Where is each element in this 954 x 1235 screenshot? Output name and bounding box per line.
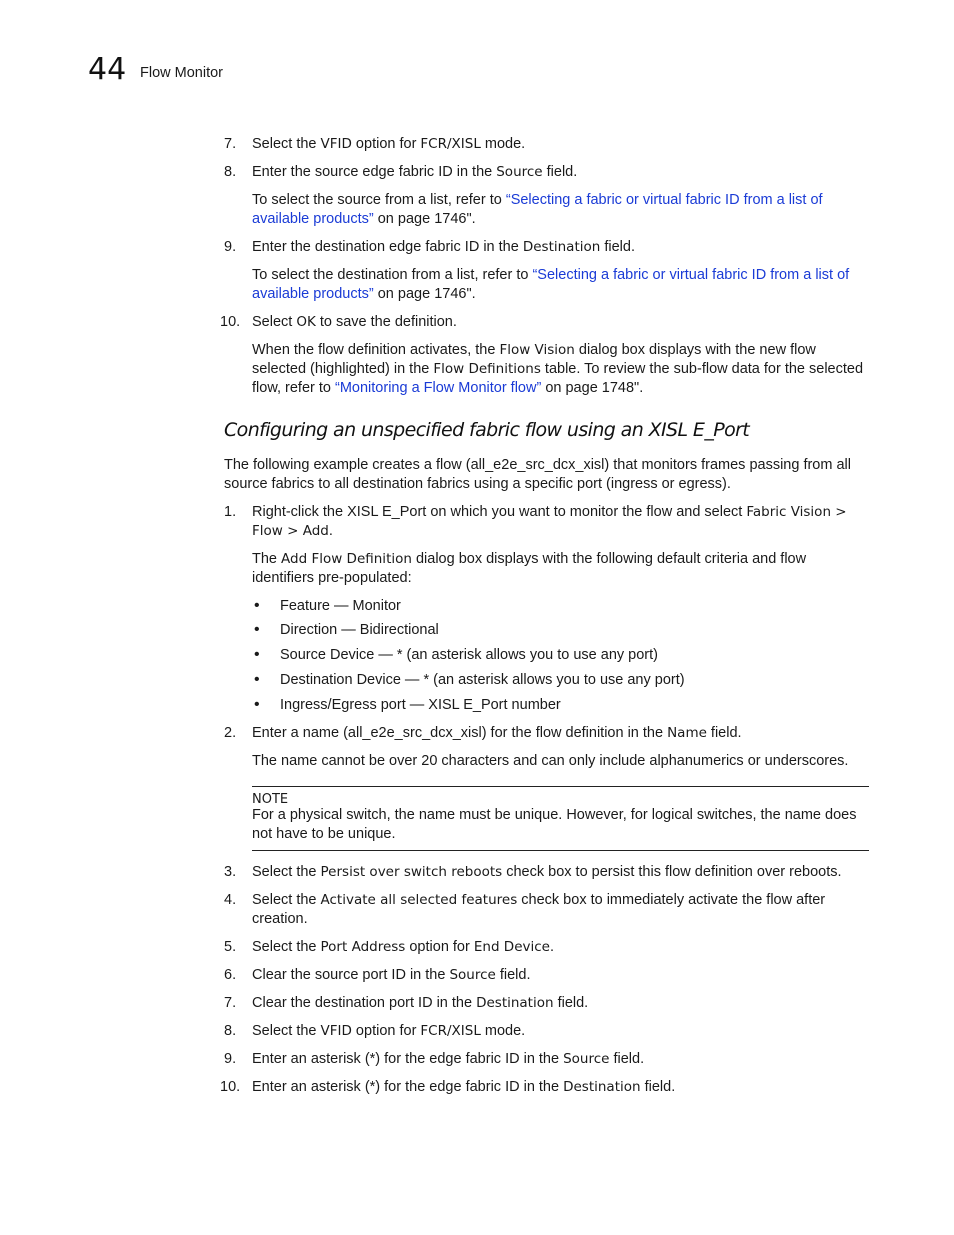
step-number: 5.	[224, 939, 237, 955]
text: Enter the destination edge fabric ID in the	[252, 239, 523, 255]
ui-term: VFID	[320, 136, 352, 152]
text: To select the source from a list, refer to	[252, 192, 506, 208]
step-number: 8.	[224, 1023, 237, 1039]
text: check box to persist this flow definition over reboots.	[502, 864, 842, 880]
text: mode.	[480, 136, 526, 152]
note-top-rule	[252, 786, 869, 787]
step-9-detail	[252, 266, 872, 304]
step-text	[252, 1078, 872, 1097]
text: Clear the destination port ID in the	[252, 995, 477, 1011]
step-number: 1.	[224, 504, 237, 520]
cross-reference-link[interactable]: “Monitoring a Flow Monitor flow”	[335, 380, 542, 396]
ui-term: Port Address	[320, 939, 406, 955]
step-number: 7.	[224, 136, 237, 152]
bullet-icon: •	[254, 671, 260, 688]
text: field.	[640, 1079, 676, 1095]
text: Enter the source edge fabric ID in the	[252, 164, 497, 180]
text: Select the	[252, 136, 321, 152]
text: Select	[252, 314, 297, 330]
bullet-text: Ingress/Egress port — XISL E_Port number	[280, 697, 561, 713]
text: The	[252, 551, 282, 567]
step-10-detail	[252, 341, 872, 398]
cross-reference-link[interactable]: “Selecting a fabric or virtual fabric ID from a list of available products”	[252, 192, 823, 227]
ui-term: Flow Vision	[499, 342, 575, 358]
text: check box to immediately activate the flow after creation.	[252, 892, 826, 927]
chapter-title: Flow Monitor	[140, 65, 223, 81]
section-heading: Configuring an unspecified fabric flow using an XISL E_Port	[224, 419, 750, 441]
text: Select the	[252, 864, 321, 880]
step-text	[252, 863, 872, 882]
text: mode.	[480, 1023, 526, 1039]
step-text	[252, 994, 872, 1013]
bullet-text: Direction — Bidirectional	[280, 622, 439, 638]
text: option for	[351, 136, 421, 152]
text: .	[328, 523, 333, 539]
text: field.	[609, 1051, 645, 1067]
text: .	[549, 939, 555, 955]
bullet-text: Feature — Monitor	[280, 598, 401, 614]
step-number: 9.	[224, 1051, 237, 1067]
ui-term: Activate all selected features	[320, 892, 518, 908]
step-number: 4.	[224, 892, 237, 908]
step-text	[252, 891, 872, 929]
ui-term: Flow Definitions	[433, 361, 541, 377]
bullet-text: Source Device — * (an asterisk allows you to use any port)	[280, 647, 658, 663]
text: on page 1746".	[373, 286, 476, 302]
text: To select the destination from a list, refer to	[252, 267, 533, 283]
text: Right-click the XISL E_Port on which you want to monitor the flow and select	[252, 504, 747, 520]
step-text	[252, 1050, 872, 1069]
text: option for	[405, 939, 474, 955]
text: Select the	[252, 892, 321, 908]
step-number: 7.	[224, 995, 237, 1011]
text: to save the definition.	[315, 314, 457, 330]
bullet-icon: •	[254, 621, 260, 638]
step-number: 9.	[224, 239, 237, 255]
ui-term: OK	[296, 314, 316, 330]
text: on page 1746".	[373, 211, 476, 227]
text: field.	[706, 725, 742, 741]
step-text	[252, 163, 872, 182]
ui-term: Add Flow Definition	[281, 551, 412, 567]
note-label: NOTE	[252, 792, 289, 807]
text: dialog box displays with the following default criteria and flow identifiers pre-populated:	[252, 551, 807, 586]
bullet-text: Destination Device — * (an asterisk allows you to use any port)	[280, 672, 685, 688]
ui-term: Destination	[563, 1079, 641, 1095]
ui-term: End Device	[473, 939, 550, 955]
step-number: 3.	[224, 864, 237, 880]
text: dialog box displays with the new flow selected (highlighted) in the	[252, 342, 816, 377]
step-text	[252, 503, 872, 541]
note-text: For a physical switch, the name must be unique. However, for logical switches, the name does not have to be unique.	[252, 807, 857, 842]
note-bottom-rule	[252, 850, 869, 851]
step-text	[252, 1022, 872, 1041]
text: option for	[351, 1023, 421, 1039]
ui-term: Destination	[476, 995, 554, 1011]
ui-term: Name	[667, 725, 707, 741]
text: When the flow definition activates, the	[252, 342, 500, 358]
step-number: 10.	[220, 314, 241, 330]
ui-term: Source	[449, 967, 496, 983]
text: field.	[600, 239, 635, 255]
bullet-icon: •	[254, 696, 260, 713]
ui-term: FCR/XISL	[420, 1023, 481, 1039]
chapter-number: 44	[88, 52, 127, 87]
bullet-icon: •	[254, 597, 260, 614]
text: Select the	[252, 939, 321, 955]
ui-term: Persist over switch reboots	[320, 864, 503, 880]
text: field.	[553, 995, 589, 1011]
text: Enter an asterisk (*) for the edge fabric ID in the	[252, 1051, 564, 1067]
intro-paragraph: The following example creates a flow (all_e2e_src_dcx_xisl) that monitors frames passing from all source fabrics to all destination fabrics using a specific port (ingress or egress).	[224, 457, 851, 492]
ui-term: Destination	[522, 239, 601, 255]
text: field.	[542, 164, 578, 180]
step-number: 8.	[224, 164, 237, 180]
text: Enter an asterisk (*) for the edge fabric ID in the	[252, 1079, 564, 1095]
ui-term: Source	[496, 164, 543, 180]
step-text	[252, 938, 872, 957]
step-1-detail	[252, 550, 872, 588]
text: Enter a name (all_e2e_src_dcx_xisl) for the flow definition in the	[252, 725, 668, 741]
ui-term: Source	[563, 1051, 610, 1067]
step-number: 2.	[224, 725, 237, 741]
text: Clear the source port ID in the	[252, 967, 450, 983]
step-text	[252, 135, 872, 154]
ui-term: FCR/XISL	[420, 136, 481, 152]
step-text	[252, 966, 872, 985]
text: table. To review the sub-flow data for the selected flow, refer to	[252, 361, 864, 396]
ui-term: VFID	[320, 1023, 352, 1039]
step-8-detail	[252, 191, 872, 229]
text: field.	[495, 967, 531, 983]
step-number: 6.	[224, 967, 237, 983]
bullet-icon: •	[254, 646, 260, 663]
step-2-detail: The name cannot be over 20 characters and can only include alphanumerics or underscores.	[252, 753, 849, 769]
cross-reference-link[interactable]: “Selecting a fabric or virtual fabric ID from a list of available products”	[252, 267, 850, 302]
text: Select the	[252, 1023, 321, 1039]
step-text	[252, 724, 872, 743]
ui-term: Fabric Vision > Flow > Add	[252, 504, 847, 539]
step-number: 10.	[220, 1079, 241, 1095]
text: on page 1748".	[541, 380, 644, 396]
step-text	[252, 238, 872, 257]
step-text	[252, 313, 872, 332]
